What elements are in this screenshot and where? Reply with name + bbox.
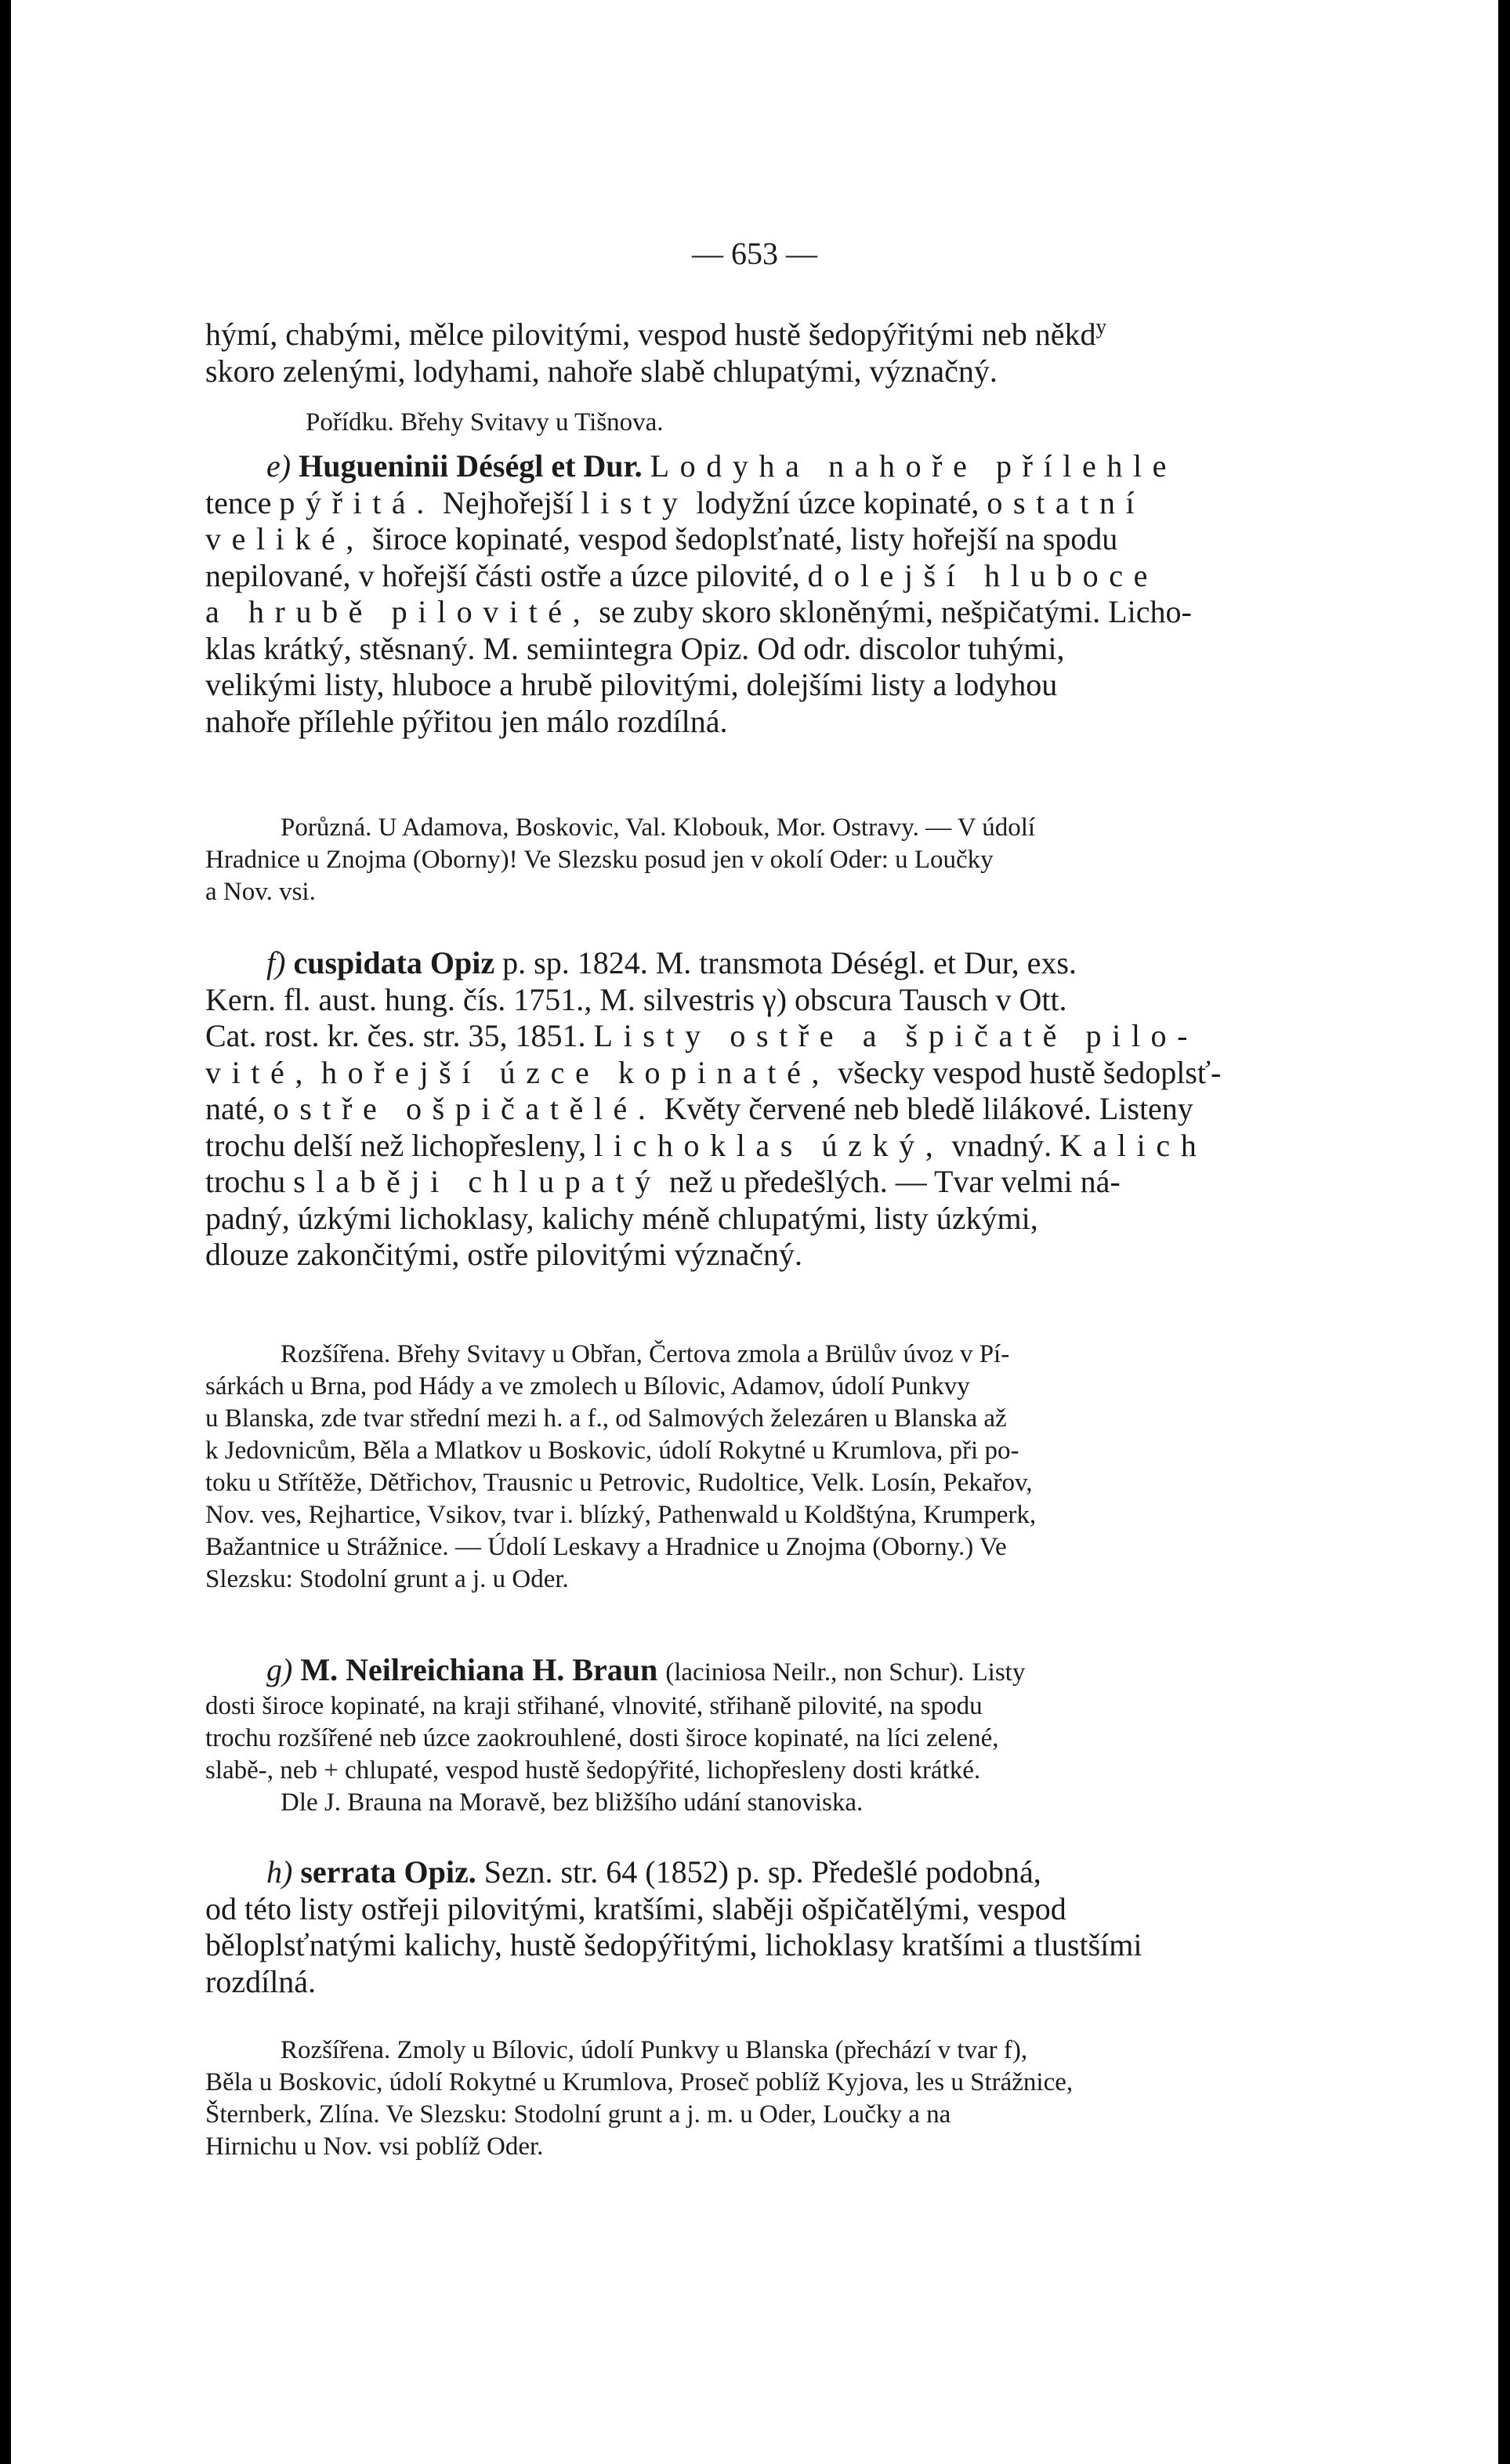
locality-note	[205, 407, 1306, 439]
text-line: dosti široce kopinaté, na kraji střihané, vlnovité, střihaně pilovité, na spodu	[205, 1692, 983, 1720]
text-line: dlouze zakončitými, ostře pilovitými význačný.	[205, 1237, 803, 1272]
text-line: nepilované, v hořejší části ostře a úzce pilovité, dolejší hluboce	[205, 557, 1158, 593]
text-line: trochu slaběji chlupatý než u předešlých. — Tvar velmi ná-	[205, 1164, 1121, 1199]
locality-note	[205, 1339, 1306, 1596]
text-line: běloplsťnatými kalichy, hustě šedopýřitými, lichoklasy kratšími a tlustšími	[205, 1927, 1142, 1962]
text-line: Bažantnice u Strážnice. — Údolí Leskavy a Hradnice u Znojma (Oborny.) Ve	[205, 1533, 1007, 1561]
text-line: Běla u Boskovic, údolí Rokytné u Krumlova, Proseč poblíž Kyjova, les u Strážnice,	[205, 2068, 1074, 2096]
text-line: Kern. fl. aust. hung. čís. 1751., M. silvestris γ) obscura Tausch v Ott.	[205, 981, 1067, 1017]
text-line: rozdílná.	[205, 1963, 317, 1999]
variety-e	[205, 448, 1306, 740]
variety-f	[205, 945, 1306, 1274]
variety-g	[205, 1652, 1306, 1819]
text-line: klas krátký, stěsnaný. M. semiintegra Opiz. Od odr. discolor tuhými,	[205, 630, 1065, 666]
locality-note	[205, 812, 1306, 908]
page-number: — 653 —	[692, 236, 817, 271]
text-line: tence pýřitá. Nejhořejší listy lodyžní úzce kopinaté, ostatní	[205, 484, 1146, 520]
page	[11, 0, 1498, 2464]
paragraph-continuation	[205, 314, 1306, 390]
text-line: sárkách u Brna, pod Hády a ve zmolech u Bílovic, Adamov, údolí Punkvy	[205, 1372, 970, 1400]
variety-h-heading: h) serrata Opiz. Sezn. str. 64 (1852) p. sp. Předešlé podobná,	[266, 1854, 1041, 1890]
text-line: a hrubě pilovité, se zuby skoro skloněnými, nešpičatými. Licho-	[205, 594, 1192, 629]
text-line: Pořídku. Břehy Svitavy u Tišnova.	[306, 408, 664, 437]
text-line: Nov. ves, Rejhartice, Vsikov, tvar i. blízký, Pathenwald u Koldštýna, Krumperk,	[205, 1501, 1037, 1529]
text-line: hýmí, chabými, mělce pilovitými, vespod hustě šedopýřitými neb někd$^y$	[205, 314, 1107, 352]
variety-h	[205, 1854, 1306, 2000]
text-line: a Nov. vsi.	[205, 878, 316, 906]
text-line: Rozšířena. Zmoly u Bílovic, údolí Punkvy u Blanska (přechází v tvar f),	[281, 2036, 1028, 2064]
text-line: naté, ostře ošpičatělé. Květy červené neb bledě lilákové. Listeny	[205, 1091, 1193, 1126]
variety-g-heading: g) M. Neilreichiana H. Braun (laciniosa Neilr., non Schur). Listy	[266, 1652, 1026, 1687]
text-line: padný, úzkými lichoklasy, kalichy méně chlupatými, listy úzkými,	[205, 1200, 1038, 1236]
text-line: slabě-, neb + chlupaté, vespod hustě šedopýřité, lichopřesleny dosti krátké.	[205, 1756, 981, 1785]
text-line: skoro zelenými, lodyhami, nahoře slabě chlupatými, význačný.	[205, 353, 998, 389]
text-line: Hirnichu u Nov. vsi poblíž Oder.	[205, 2132, 544, 2161]
text-line: Porůzná. U Adamova, Boskovic, Val. Klobouk, Mor. Ostravy. — V údolí	[281, 813, 1036, 842]
text-line: trochu delší než lichopřesleny, lichoklas úzký, vnadný. Kalich	[205, 1127, 1208, 1163]
text-line: veliké, široce kopinaté, vespod šedoplsťnaté, listy hořejší na spodu	[205, 521, 1118, 556]
text-line: k Jedovnicům, Běla a Mlatkov u Boskovic, údolí Rokytné u Krumlova, při po-	[205, 1437, 1019, 1465]
locality-note	[205, 2035, 1306, 2163]
text-line: Šternberk, Zlína. Ve Slezsku: Stodolní grunt a j. m. u Oder, Loučky a na	[205, 2100, 951, 2129]
text-line: Cat. rost. kr. čes. str. 35, 1851. Listy ostře a špičatě pilo-	[205, 1018, 1199, 1053]
text-line: Dle J. Brauna na Moravě, bez bližšího udání stanoviska.	[281, 1788, 864, 1817]
text-line: nahoře přílehle pýřitou jen málo rozdílná.	[205, 703, 728, 739]
text-line: Slezsku: Stodolní grunt a j. u Oder.	[205, 1565, 569, 1593]
text-line: od této listy ostřeji pilovitými, kratšími, slaběji ošpičatělými, vespod	[205, 1890, 1066, 1926]
text-line: trochu rozšířené neb úzce zaokrouhlené, dosti široce kopinaté, na líci zelené,	[205, 1724, 999, 1752]
text-line: Rozšířena. Břehy Svitavy u Obřan, Čertova zmola a Brülův úvoz v Pí-	[281, 1340, 1010, 1368]
text-line: Hradnice u Znojma (Oborny)! Ve Slezsku posud jen v okolí Oder: u Loučky	[205, 846, 994, 874]
text-line: vité, hořejší úzce kopinaté, všecky vespod hustě šedoplsť-	[205, 1054, 1222, 1090]
text-line: velikými listy, hluboce a hrubě pilovitými, dolejšími listy a lodyhou	[205, 667, 1058, 702]
variety-e-heading: e) Hugueninii Déségl et Dur. Lodyha nahoře přílehle	[266, 448, 1178, 484]
text-line: u Blanska, zde tvar střední mezi h. a f., od Salmových železáren u Blanska až	[205, 1404, 1007, 1433]
variety-f-heading: f) cuspidata Opiz p. sp. 1824. M. transmota Déségl. et Dur, exs.	[266, 945, 1077, 980]
text-line: toku u Střítěže, Dětřichov, Trausnic u Petrovic, Rudoltice, Velk. Losín, Pekařov,	[205, 1469, 1033, 1497]
